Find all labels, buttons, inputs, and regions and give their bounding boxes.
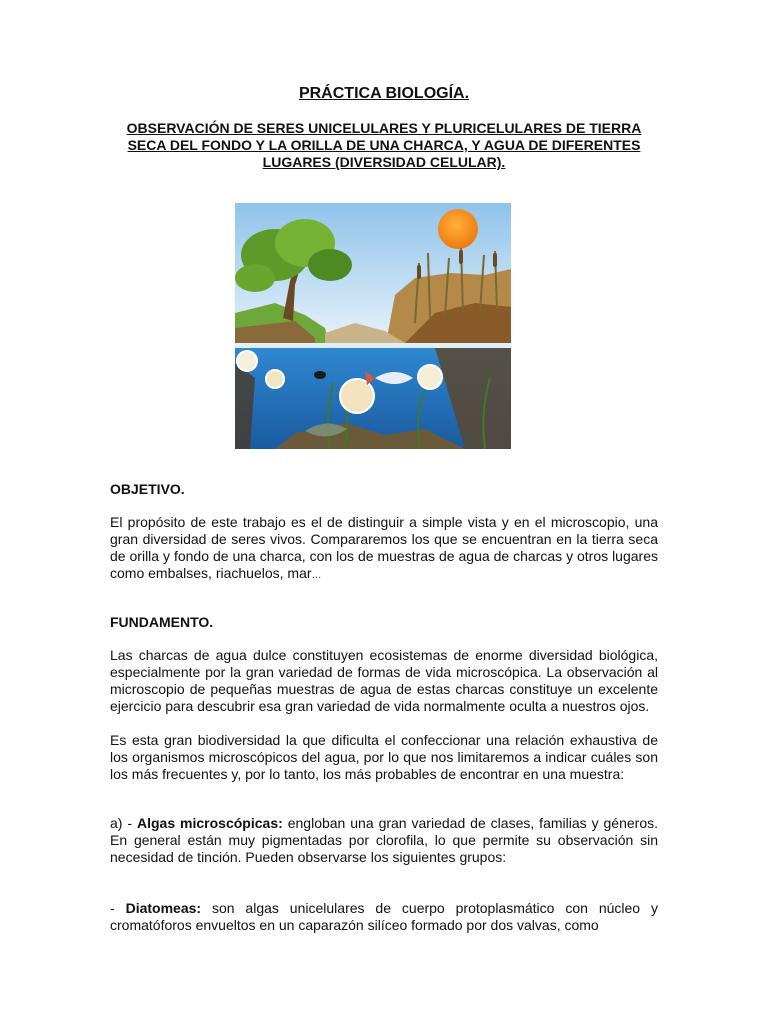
fundamento-paragraph-1: Las charcas de agua dulce constituyen ecosistemas de enorme diversidad biológica, especialmente por la gran variedad de formas de vida microscópica. La observación al microscopio de pequeñas muestras de agua de estas charcas constituye un excelente ejercicio para descubrir esa gran variedad de vida normalmente oculta a nuestros ojos.: [110, 647, 658, 714]
fundamento-paragraph-2: Es esta gran biodiversidad la que dificulta el confeccionar una relación exhaustiva de los organismos microscópicos del agua, por lo que nos limitaremos a indicar cuáles son los más frecuentes y, por lo tanto, los más probables de encontrar en una muestra:: [110, 732, 658, 782]
algas-prefix: a) -: [110, 815, 137, 831]
objetivo-ellipsis: …: [311, 570, 322, 581]
diatomeas-term: Diatomeas:: [125, 900, 202, 916]
algas-text: engloban una gran variedad de clases, familias y géneros. En general están muy pigmentadas por clorofila, lo que permite su observación sin necesidad de tinción. Pueden observarse los siguientes grupos:: [110, 815, 658, 865]
section-heading-fundamento: FUNDAMENTO.: [110, 614, 214, 630]
objetivo-paragraph: [110, 514, 658, 584]
algas-paragraph: [110, 815, 658, 866]
document-subtitle: OBSERVACIÓN DE SERES UNICELULARES Y PLURICELULARES DE TIERRA SECA DEL FONDO Y LA ORILLA DE UNA CHARCA, Y AGUA DE DIFERENTES LUGARES (DIVERSIDAD CELULAR).: [126, 120, 642, 170]
section-heading-objetivo: OBJETIVO.: [110, 481, 185, 497]
document-title: PRÁCTICA BIOLOGÍA.: [298, 85, 470, 102]
pond-ecosystem-illustration: [235, 203, 511, 449]
diatomeas-text: son algas unicelulares de cuerpo protoplasmático con núcleo y cromatóforos envueltos en un caparazón silíceo formado por dos valvas, como: [110, 900, 658, 933]
algas-term: Algas microscópicas:: [137, 815, 283, 831]
diatomeas-prefix: -: [110, 900, 126, 916]
diatomeas-paragraph: [110, 900, 658, 934]
objetivo-text: El propósito de este trabajo es el de distinguir a simple vista y en el microscopio, una gran diversidad de seres vivos. Compararemos los que se encuentran en la tierra seca de orilla y fondo de una charca, con los de muestras de agua de charcas y otros lugares como embalses, riachuelos, mar: [110, 514, 658, 581]
